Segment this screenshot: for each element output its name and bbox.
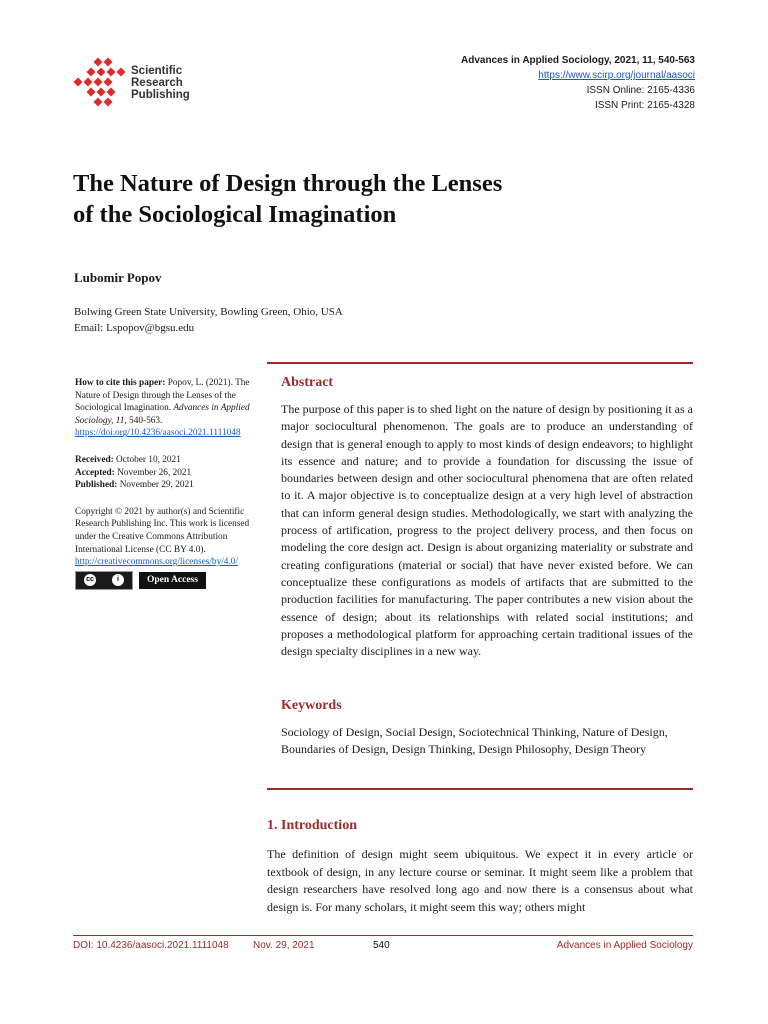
logo-diamond xyxy=(117,68,126,77)
logo-diamond xyxy=(74,78,83,87)
publisher-name xyxy=(131,65,190,101)
received-label: Received: xyxy=(75,454,114,465)
keywords-heading: Keywords xyxy=(281,698,342,713)
author-email: Email: Lspopov@bgsu.edu xyxy=(74,322,195,334)
publisher-line: Publishing xyxy=(131,89,190,101)
footer-doi: DOI: 10.4236/aasoci.2021.1111048 xyxy=(73,940,229,951)
logo-diamond xyxy=(104,98,113,107)
logo-diamond xyxy=(107,88,116,97)
article-sidebar xyxy=(75,377,265,590)
cc-by-badge[interactable] xyxy=(75,571,133,590)
keywords-bottom-rule xyxy=(267,788,693,790)
cite-journal: Advances in Applied Sociology, 11, xyxy=(75,403,250,426)
logo-diamond xyxy=(94,98,103,107)
published-label: Published: xyxy=(75,480,118,491)
logo-diamond xyxy=(87,88,96,97)
keywords-text: Sociology of Design, Social Design, Sociotechnical Thinking, Nature of Design, Boundaries of Design, Design Thinking, Design Philosophy, Design Theory xyxy=(281,725,668,757)
accepted-label: Accepted: xyxy=(75,467,115,478)
footer-rule xyxy=(73,935,693,936)
footer-date: Nov. 29, 2021 xyxy=(253,940,315,951)
logo-diamond xyxy=(97,88,106,97)
page-number: 540 xyxy=(373,940,390,951)
logo-diamond xyxy=(97,68,106,77)
received-date: October 10, 2021 xyxy=(113,454,181,465)
license-badges xyxy=(75,571,265,590)
cc-icon: cc xyxy=(84,574,96,586)
logo-diamond xyxy=(87,68,96,77)
logo-diamond xyxy=(94,78,103,87)
paper-title xyxy=(73,168,693,230)
citation-block xyxy=(75,377,265,440)
accepted-date: November 26, 2021 xyxy=(114,467,192,478)
doi-link[interactable]: https://doi.org/10.4236/aasoci.2021.1111048 xyxy=(75,428,241,439)
introduction-heading: 1. Introduction xyxy=(267,818,357,833)
author-name: Lubomir Popov xyxy=(74,270,162,285)
journal-info xyxy=(461,53,695,113)
publisher-logo xyxy=(72,52,202,110)
abstract-heading: Abstract xyxy=(281,375,334,390)
abstract-text: The purpose of this paper is to shed light on the nature of design by positioning it as a major sociocultural phenomenon. The goals are to produce an understanding of design that is general enough to apply to most kinds of design endeavors; to highlight its essence and nature; and to provide a foundation for discussing the issue of boundaries between design and other sociocultural phenomena that are often related to it. A major objective is to conceptualize design at a very high level of abstraction that can inform general design studies. Methodologically, we start with analyzing the process of artification, progress to the project delivery process, and then focus on modeling the core design act. Design is about organizing materiality or substrate and creating configurations (material or social) that have never existed before. We can conceptualize these configurations as models of artifacts that are submitted to the production facilities for manufacturing. The paper contributes a new vision about the essence of design; about its relationships with related social institutions; and proposes a methodological platform for approaching certain traditional issues of the design specialty disciplines in a new way. xyxy=(281,402,693,659)
affiliation-text: Bolwing Green State University, Bowling Green, Ohio, USA xyxy=(74,306,343,318)
title-line: The Nature of Design through the Lenses xyxy=(73,170,503,197)
author-affiliation xyxy=(74,304,343,336)
journal-citation: Advances in Applied Sociology, 2021, 11, 540-563 xyxy=(461,55,695,66)
logo-diamond xyxy=(104,78,113,87)
issn-online: ISSN Online: 2165-4336 xyxy=(586,85,695,96)
publisher-line: Research xyxy=(131,77,183,89)
abstract-top-rule xyxy=(267,362,693,364)
title-line: of the Sociological Imagination xyxy=(73,201,397,228)
logo-diamond xyxy=(84,78,93,87)
published-date: November 29, 2021 xyxy=(117,480,194,491)
logo-diamond xyxy=(107,68,116,77)
attribution-icon: i xyxy=(112,574,124,586)
dates-block xyxy=(75,454,265,492)
footer-journal: Advances in Applied Sociology xyxy=(556,940,693,951)
diamond-cluster-icon xyxy=(72,52,128,110)
logo-diamond xyxy=(104,58,113,67)
journal-url-link[interactable]: https://www.scirp.org/journal/aasoci xyxy=(538,70,695,81)
open-access-badge: Open Access xyxy=(139,572,206,589)
publisher-line: Scientific xyxy=(131,65,183,77)
cite-label: How to cite this paper: xyxy=(75,378,166,388)
cite-text: Popov, L. (2021). The Nature of Design through the Lenses of the Sociological Imagination. xyxy=(75,378,250,414)
license-link[interactable]: http://creativecommons.org/licenses/by/4.0/ xyxy=(75,557,239,568)
introduction-text: The definition of design might seem ubiquitous. We expect it in every article or textbook of design, in any lecture course or seminar. It might seem like a problem that design researchers have resolved long ago and now there is a consensus about what design is. For many scholars, it might seem this way; others might xyxy=(267,847,693,914)
cite-pages: 540-563. xyxy=(126,415,163,426)
logo-diamond xyxy=(94,58,103,67)
issn-print: ISSN Print: 2165-4328 xyxy=(594,100,695,111)
copyright-text: Copyright © 2021 by author(s) and Scientific Research Publishing Inc. This work is licensed under the Creative Commons Attribution International License (CC BY 4.0). xyxy=(75,506,250,555)
